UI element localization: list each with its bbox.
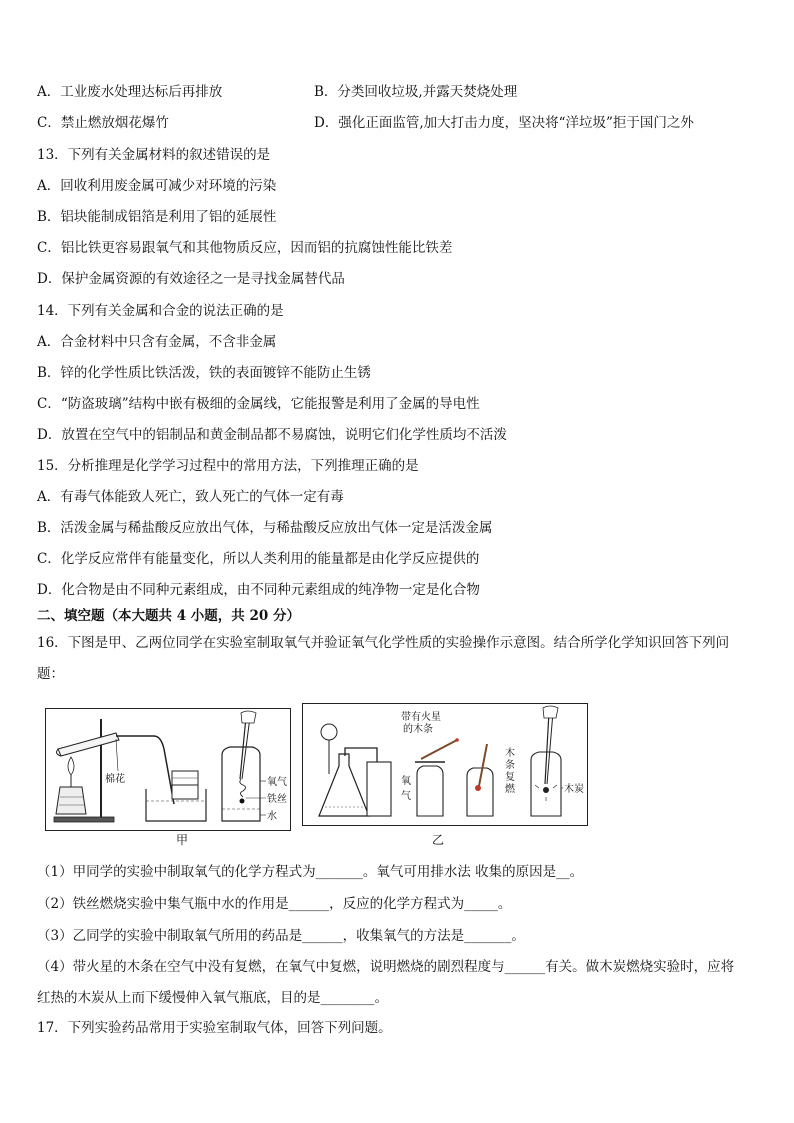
q12-option-b: B．分类回收垃圾,并露天焚烧处理 [314,84,518,100]
figure-jia-drawing [46,709,290,830]
label-charcoal: 木炭 [564,784,584,795]
label-relight-4: 燃 [505,784,515,795]
q14-stem: 14．下列有关金属和合金的说法正确的是 [37,303,284,319]
figure-yi-caption: 乙 [432,833,445,847]
label-oxygen-yi-2: 气 [401,791,411,802]
q16-sub3: （3）乙同学的实验中制取氧气所用的药品是______，收集氧气的方法是_______。 [37,928,525,944]
q16-sub2: （2）铁丝燃烧实验中集气瓶中水的作用是______，反应的化学方程式为_____。 [37,896,512,912]
label-glowing-splint-1: 带有火星 [401,712,441,723]
q12-option-c: C．禁止燃放烟花爆竹 [37,115,169,131]
figure-yi-drawing [303,704,587,825]
q14-option-c: C．“防盗玻璃”结构中嵌有极细的金属线，它能报警是利用了金属的导电性 [37,396,480,412]
label-oxygen-yi-1: 氧 [401,776,411,787]
q14-option-a: A．合金材料中只含有金属，不含非金属 [37,334,277,350]
figure-jia [45,708,291,831]
q15-stem: 15．分析推理是化学学习过程中的常用方法，下列推理正确的是 [37,458,419,474]
label-water: 水 [267,811,277,822]
q15-option-c: C．化学反应常伴有能量变化，所以人类利用的能量都是由化学反应提供的 [37,551,480,567]
q12-option-d: D．强化正面监管,加大打击力度，坚决将“洋垃圾”拒于国门之外 [314,115,694,131]
q17-stem: 17．下列实验药品常用于实验室制取气体，回答下列问题。 [37,1020,392,1036]
q14-option-b: B．锌的化学性质比铁活泼，铁的表面镀锌不能防止生锈 [37,365,371,381]
label-relight-3: 复 [505,772,515,783]
q16-sub4-line2: 红热的木炭从上而下缓慢伸入氧气瓶底，目的是________。 [37,990,388,1006]
q12-option-a: A．工业废水处理达标后再排放 [37,84,223,100]
q13-option-d: D．保护金属资源的有效途径之一是寻找金属替代品 [37,271,345,287]
label-relight-1: 木 [505,748,515,759]
q14-option-d: D．放置在空气中的铝制品和黄金制品都不易腐蚀，说明它们化学性质均不活泼 [37,427,507,443]
label-relight-2: 条 [505,760,515,771]
q16-stem-line1: 16．下图是甲、乙两位同学在实验室制取氧气并验证氧气化学性质的实验操作示意图。结合所学化学知识回答下列问 [37,635,730,651]
q13-option-b: B．铝块能制成铝箔是利用了铝的延展性 [37,209,277,225]
q13-option-c: C．铝比铁更容易跟氧气和其他物质反应，因而铝的抗腐蚀性能比铁差 [37,240,453,256]
label-cotton: 棉花 [105,774,125,785]
label-iron-wire: 铁丝 [267,794,287,805]
q16-sub1: （1）甲同学的实验中制取氧气的化学方程式为_______。氧气可用排水法 收集的原因是__。 [37,864,584,880]
q13-option-a: A．回收利用废金属可减少对环境的污染 [37,178,277,194]
figure-yi [302,703,588,826]
q15-option-b: B．活泼金属与稀盐酸反应放出气体，与稀盐酸反应放出气体一定是活泼金属 [37,520,493,536]
q16-sub4-line1: （4）带火星的木条在空气中没有复燃，在氧气中复燃，说明燃烧的剧烈程度与______有关。做木炭燃烧实验时，应将 [37,959,735,975]
q15-option-a: A．有毒气体能致人死亡，致人死亡的气体一定有毒 [37,489,344,505]
label-glowing-splint-2: 的木条 [403,724,433,735]
label-oxygen-jia: 氧气 [267,777,287,788]
q16-stem-line2: 题： [37,666,64,682]
q15-option-d: D．化合物是由不同种元素组成，由不同种元素组成的纯净物一定是化合物 [37,582,480,598]
figure-jia-caption: 甲 [176,833,189,847]
q13-stem: 13．下列有关金属材料的叙述错误的是 [37,147,271,163]
section-heading-fill-in: 二、填空题（本大题共 4 小题，共 20 分） [37,608,300,624]
